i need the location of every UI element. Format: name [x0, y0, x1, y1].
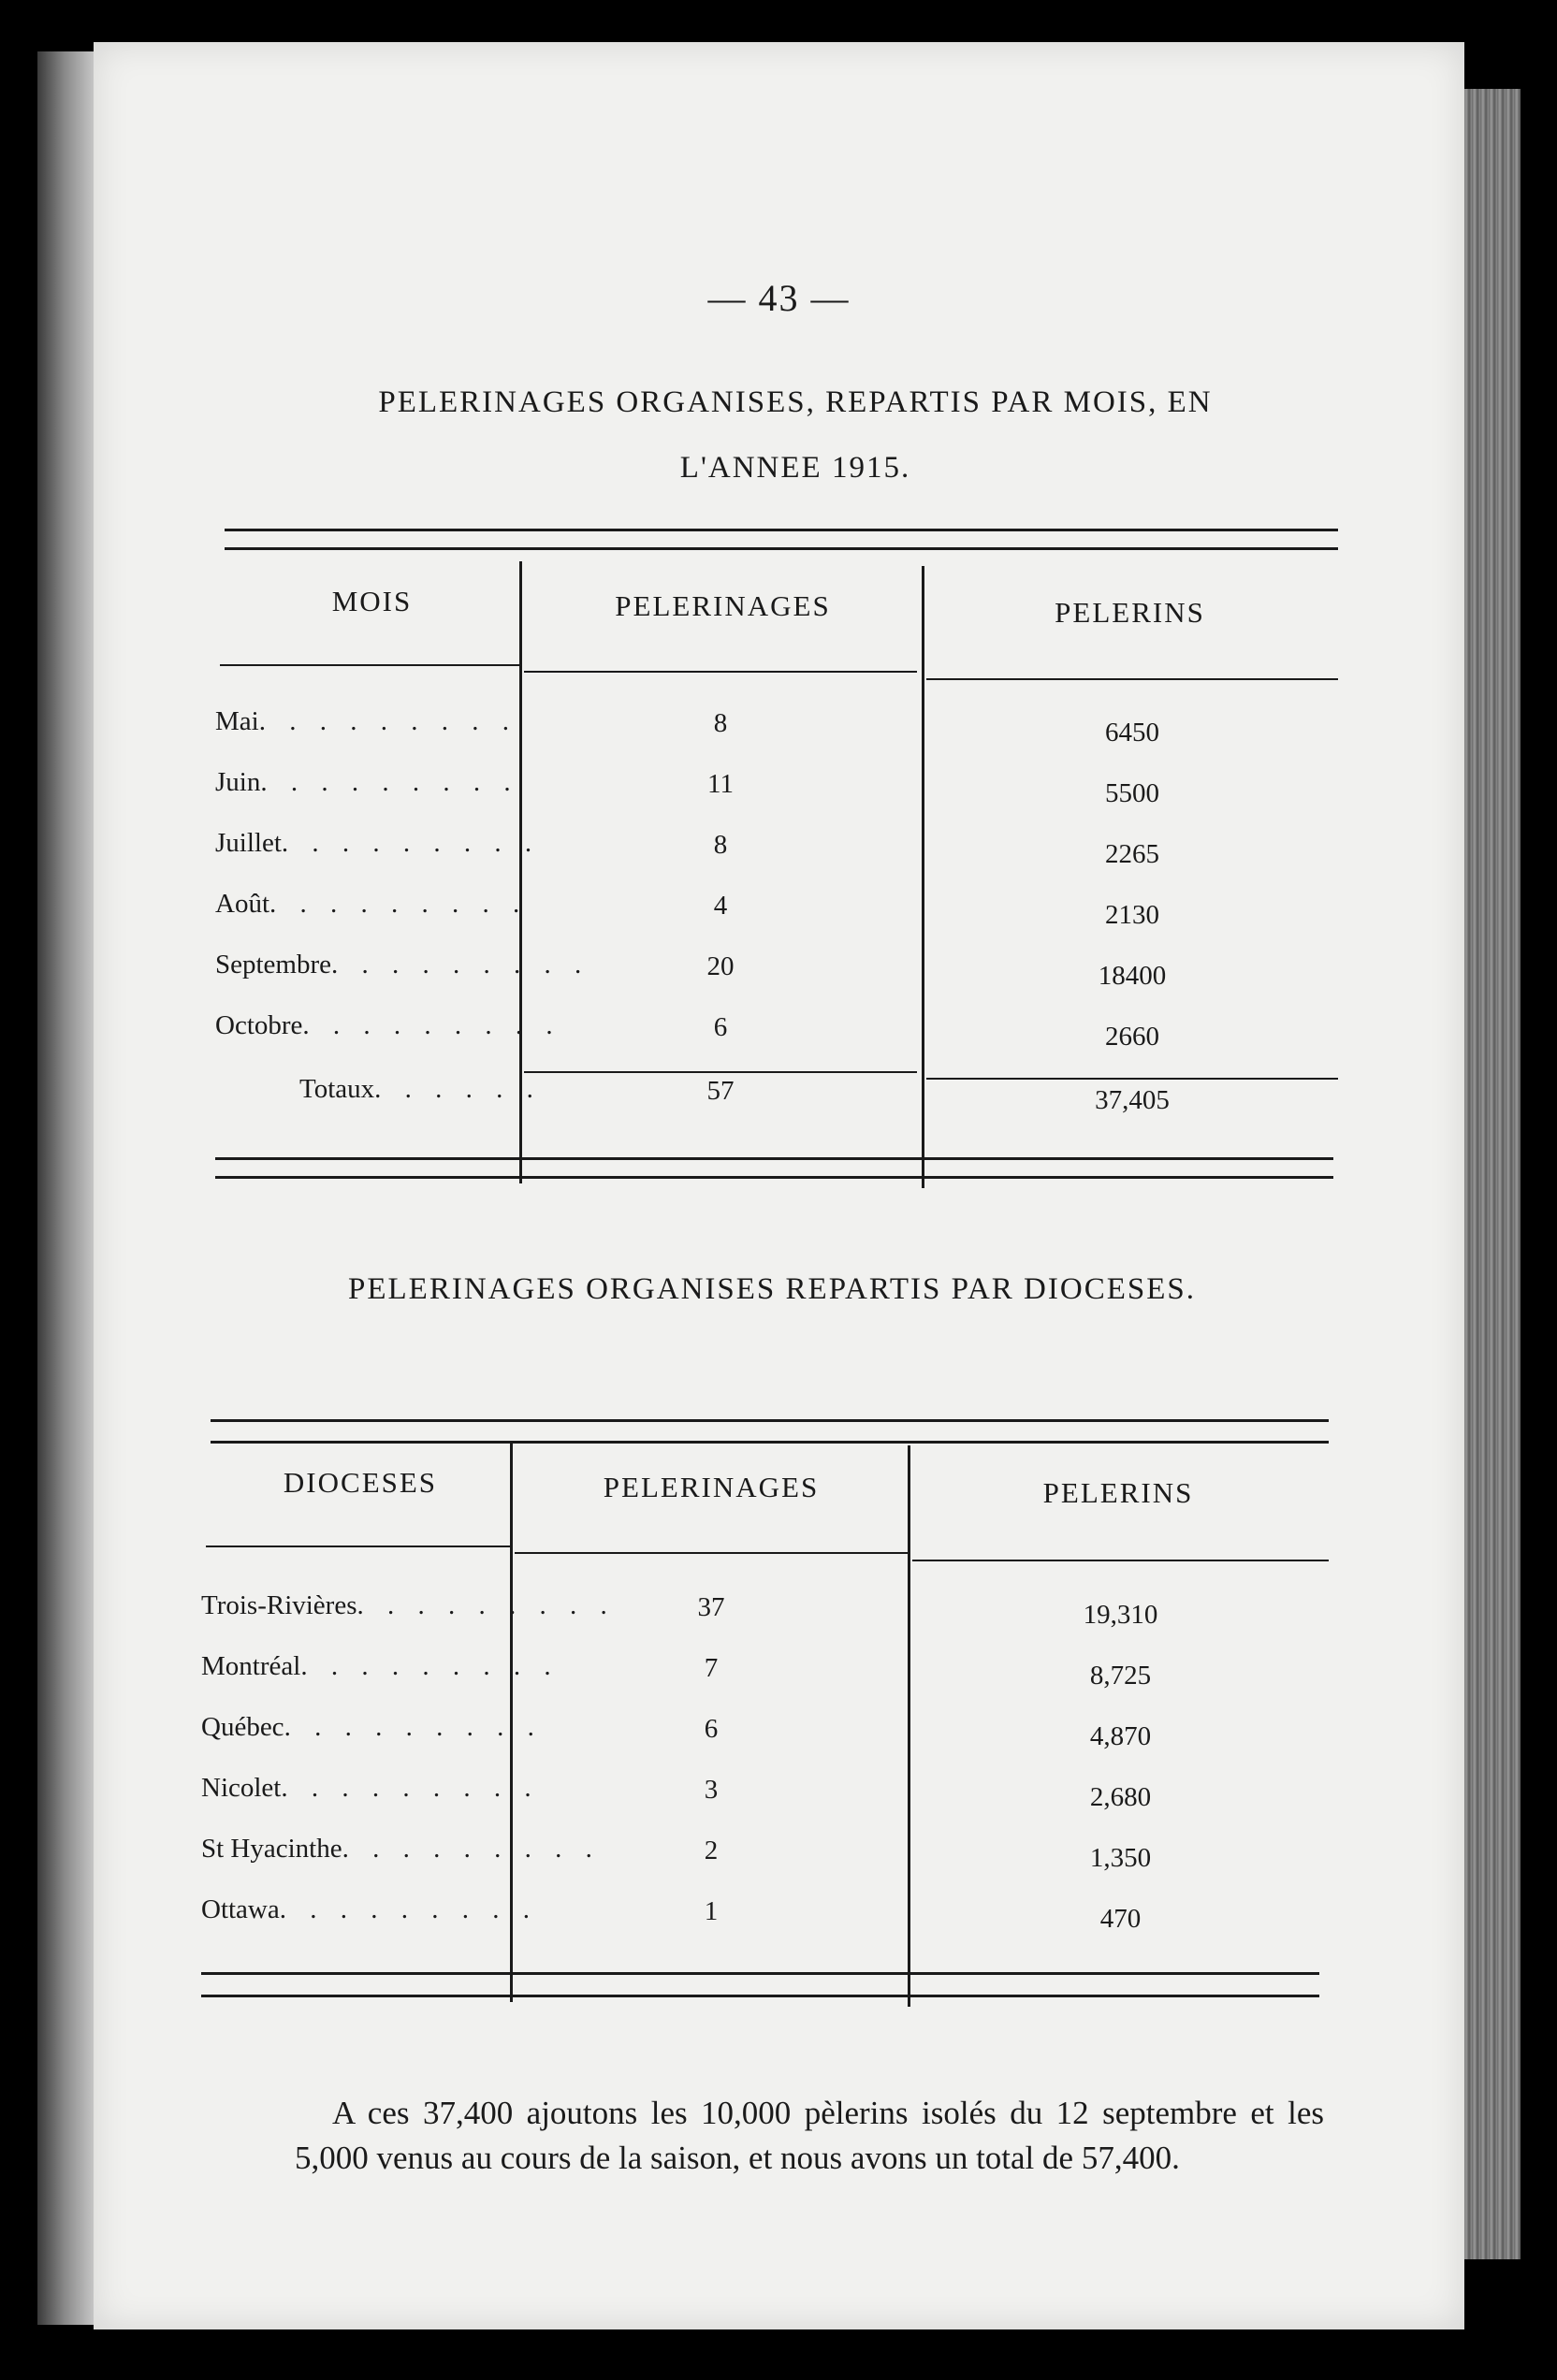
table1-cell-pelerins: 2265: [1105, 839, 1159, 869]
row-label: Québec: [201, 1712, 284, 1742]
total-label: Totaux: [299, 1074, 375, 1104]
table1-title: [262, 370, 1329, 501]
table2-top-rule-2: [211, 1441, 1329, 1444]
table1-header-mois: MOIS: [331, 585, 413, 617]
table1-cell-pelerinages: 4: [713, 891, 728, 921]
table2-cell-pelerinages: 6: [704, 1714, 719, 1744]
book-page: [94, 42, 1464, 2329]
table1-cell-pelerins: 2660: [1105, 1022, 1159, 1052]
row-label: Montréal: [201, 1651, 301, 1681]
table1-bottom-rule-2: [215, 1176, 1333, 1179]
table1-header-rule-2: [524, 671, 917, 673]
table2-cell-pelerinages: 7: [704, 1653, 719, 1683]
table1-cell-pelerins: 6450: [1105, 718, 1159, 747]
page-number: — 43 —: [707, 277, 851, 319]
table2-cell-pelerins: 19,310: [1083, 1600, 1158, 1630]
table2-header-pelerins: PELERINS: [1042, 1476, 1194, 1509]
row-label: Juin: [215, 767, 261, 797]
table1-cell-pelerins: 5500: [1105, 778, 1159, 808]
table-row: Octobre. . . . . . . . .: [215, 1010, 561, 1040]
table1-total-row: Totaux. . . . . .: [299, 1074, 542, 1104]
table2-col-divider-2: [908, 1445, 910, 2007]
summary-paragraph: A ces 37,400 ajoutons les 10,000 pèlerins isolés du 12 septembre et les 5,000 venus au cours de la saison, et nous avons un total de 57,400.: [295, 2095, 1324, 2176]
table1-bottom-rule-1: [215, 1157, 1333, 1160]
table-row: Juin. . . . . . . . .: [215, 767, 519, 797]
table1-title-line1: PELERINAGES ORGANISES, REPARTIS PAR MOIS, EN: [378, 385, 1213, 419]
row-label: Nicolet: [201, 1773, 282, 1803]
table1-cell-pelerinages: 8: [713, 830, 728, 860]
table2-cell-pelerins: 2,680: [1089, 1782, 1152, 1812]
row-label: Mai: [215, 706, 259, 736]
row-label: Septembre: [215, 950, 332, 980]
table1-top-rule-1: [225, 529, 1338, 531]
table-row: Juillet. . . . . . . . .: [215, 828, 541, 858]
table-row: St Hyacinthe. . . . . . . . .: [201, 1834, 601, 1864]
table2-header-pelerinages: PELERINAGES: [603, 1471, 820, 1503]
row-label: Trois-Rivières: [201, 1590, 357, 1620]
table1-total-pelerins: 37,405: [1095, 1085, 1170, 1115]
table1-top-rule-2: [225, 547, 1338, 550]
table2-bottom-rule-1: [201, 1972, 1319, 1975]
table-row: Québec. . . . . . . . .: [201, 1712, 543, 1742]
table2-header-dioceses: DIOCESES: [283, 1466, 438, 1499]
table1-total-rule-1: [524, 1071, 917, 1073]
table2-header-rule-1: [206, 1546, 510, 1547]
table2-title: PELERINAGES ORGANISES REPARTIS PAR DIOCESES.: [348, 1272, 1196, 1306]
table1-cell-pelerinages: 8: [713, 708, 728, 738]
table2-cell-pelerinages: 2: [704, 1836, 719, 1865]
table-row: Ottawa. . . . . . . . .: [201, 1894, 538, 1924]
page-stack-edge: [1455, 89, 1521, 2259]
row-label: St Hyacinthe: [201, 1834, 342, 1864]
table1-header-pelerinages: PELERINAGES: [615, 589, 831, 622]
table-row: Septembre. . . . . . . . .: [215, 950, 590, 980]
table2-top-rule-1: [211, 1419, 1329, 1422]
table1-header-pelerins: PELERINS: [1055, 596, 1205, 629]
table2-cell-pelerinages: 3: [704, 1775, 719, 1805]
table-row: Trois-Rivières. . . . . . . . .: [201, 1590, 616, 1620]
table2-cell-pelerins: 1,350: [1089, 1843, 1152, 1873]
table1-header-rule-1: [220, 664, 519, 666]
table1-cell-pelerins: 18400: [1098, 961, 1167, 991]
table2-cell-pelerinages: 37: [697, 1592, 725, 1622]
table2-cell-pelerinages: 1: [704, 1896, 719, 1926]
row-label: Juillet: [215, 828, 282, 858]
table1-total-rule-2: [926, 1078, 1338, 1080]
table-row: Août. . . . . . . . .: [215, 889, 529, 919]
table2-cell-pelerins: 8,725: [1089, 1661, 1152, 1691]
table1-header-rule-3: [926, 678, 1338, 680]
table1-cell-pelerins: 2130: [1105, 900, 1159, 930]
table2-header-rule-3: [912, 1560, 1329, 1561]
book-binding-edge: [37, 51, 98, 2325]
table-row: Mai. . . . . . . . .: [215, 706, 517, 736]
table1-col-divider-2: [922, 566, 924, 1188]
table1-cell-pelerinages: 11: [707, 769, 734, 799]
table1-total-pelerinages: 57: [706, 1076, 735, 1106]
table1-title-line2: L'ANNEE 1915.: [679, 451, 911, 485]
table2-cell-pelerins: 4,870: [1089, 1721, 1152, 1751]
table2-header-rule-2: [515, 1552, 908, 1554]
row-label: Ottawa: [201, 1894, 280, 1924]
row-label: Août: [215, 889, 269, 919]
table-row: Montréal. . . . . . . . .: [201, 1651, 560, 1681]
table1-cell-pelerinages: 6: [713, 1012, 728, 1042]
table2-bottom-rule-2: [201, 1995, 1319, 1997]
table-row: Nicolet. . . . . . . . .: [201, 1773, 540, 1803]
table1-cell-pelerinages: 20: [706, 951, 735, 981]
row-label: Octobre: [215, 1010, 303, 1040]
table2-cell-pelerins: 470: [1099, 1904, 1142, 1934]
